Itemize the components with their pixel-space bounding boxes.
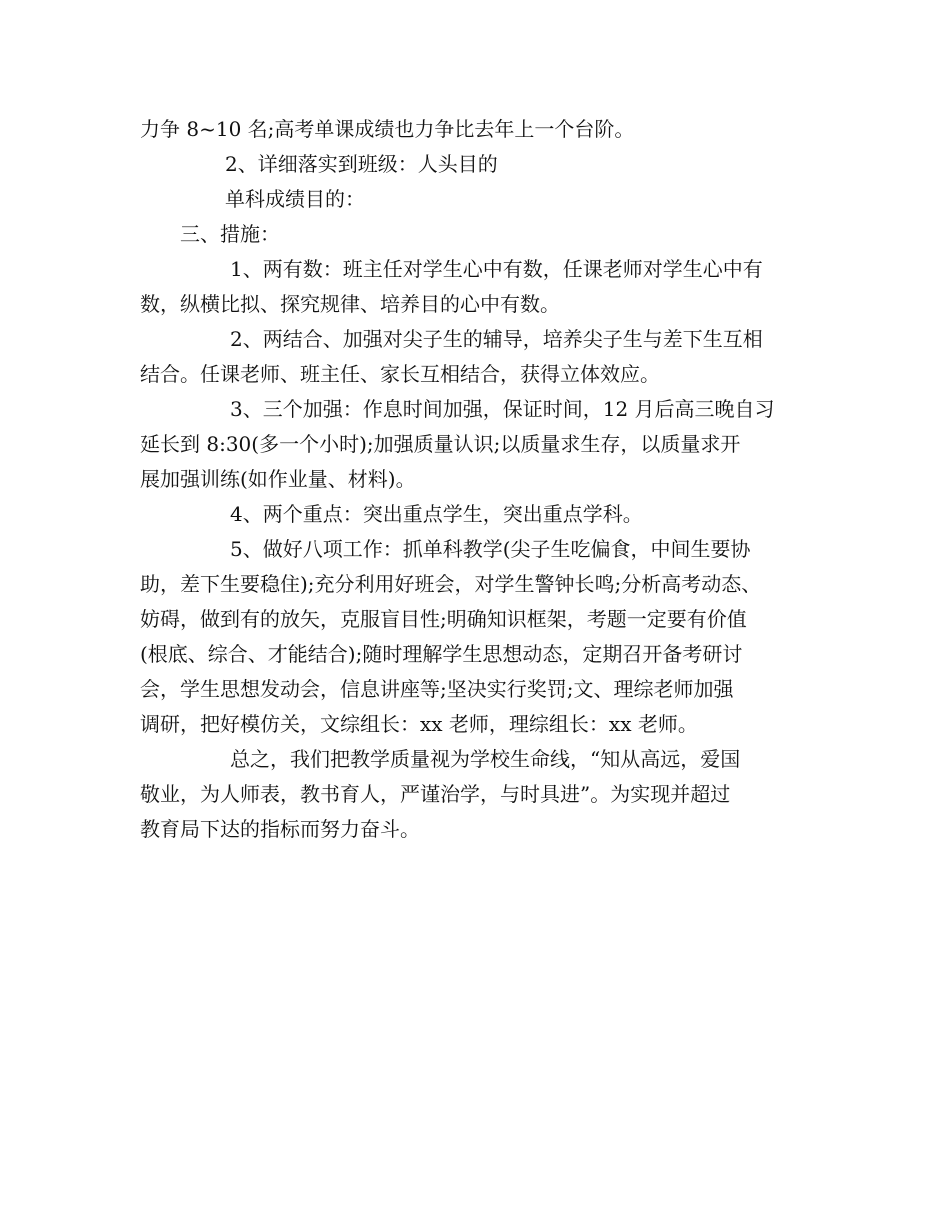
text-line: 总之，我们把教学质量视为学校生命线，“知从高远，爱国 — [230, 747, 741, 771]
text-line: 展加强训练(如作业量、材料)。 — [140, 467, 416, 491]
section-heading: 三、措施： — [180, 222, 280, 246]
text-line: 会，学生思想发动会，信息讲座等;坚决实行奖罚;文、理综老师加强 — [140, 677, 734, 701]
text-line: 调研，把好模仿关，文综组长：xx 老师，理综组长：xx 老师。 — [140, 712, 698, 736]
text-line: 助，差下生要稳住);充分利用好班会，对学生警钟长鸣;分析高考动态、 — [140, 572, 762, 596]
text-line: 延长到 8:30(多一个小时);加强质量认识;以质量求生存，以质量求开 — [140, 432, 741, 456]
text-line: 力争 8~10 名;高考单课成绩也力争比去年上一个台阶。 — [140, 117, 635, 141]
text-line: 1、两有数：班主任对学生心中有数，任课老师对学生心中有 — [230, 257, 763, 281]
text-line: 2、详细落实到班级：人头目的 — [225, 152, 498, 176]
text-line: 结合。任课老师、班主任、家长互相结合，获得立体效应。 — [140, 362, 660, 386]
text-line: 数，纵横比拟、探究规律、培养目的心中有数。 — [140, 292, 560, 316]
text-line: 单科成绩目的： — [225, 187, 365, 211]
text-line: 教育局下达的指标而努力奋斗。 — [140, 817, 420, 841]
text-line: (根底、综合、才能结合);随时理解学生思想动态，定期召开备考研讨 — [140, 642, 743, 666]
text-line: 妨碍，做到有的放矢，克服盲目性;明确知识框架，考题一定要有价值 — [140, 607, 747, 631]
text-line: 敬业，为人师表，教书育人，严谨治学，与时具进”。为实现并超过 — [140, 782, 731, 806]
text-line: 3、三个加强：作息时间加强，保证时间，12 月后高三晚自习 — [230, 397, 775, 421]
document-body — [140, 112, 830, 847]
text-line: 2、两结合、加强对尖子生的辅导，培养尖子生与差下生互相 — [230, 327, 763, 351]
text-line: 5、做好八项工作：抓单科教学(尖子生吃偏食，中间生要协 — [230, 537, 751, 561]
text-line: 4、两个重点：突出重点学生，突出重点学科。 — [230, 502, 643, 526]
